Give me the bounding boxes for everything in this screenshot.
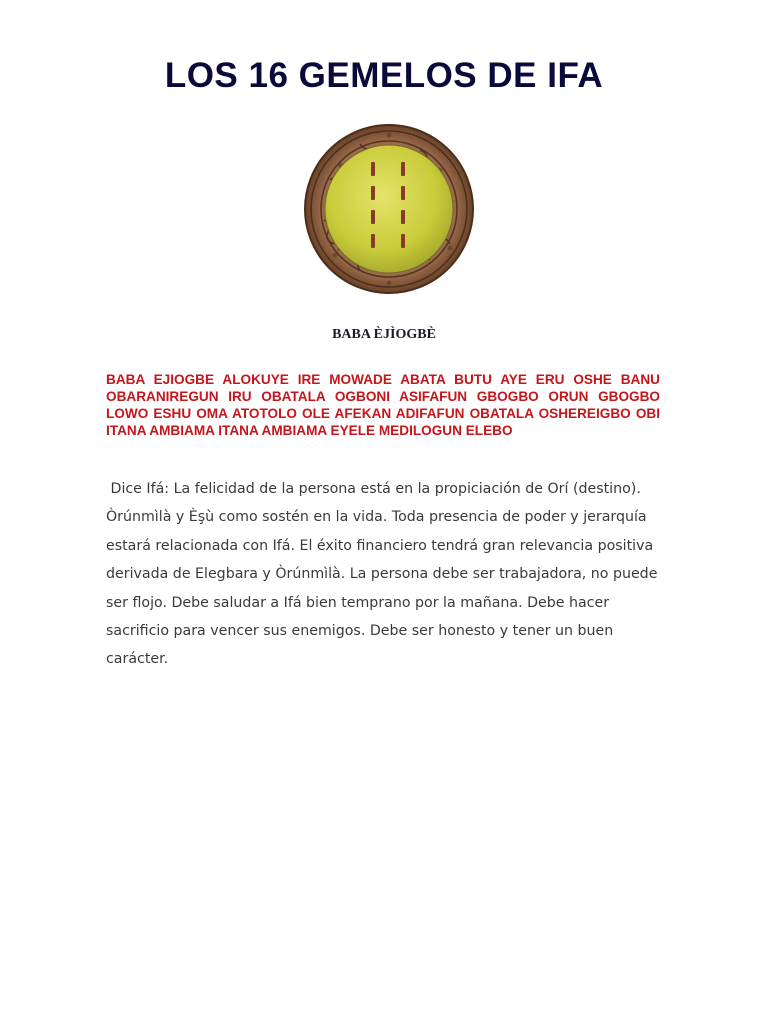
page-title: LOS 16 GEMELOS DE IFA bbox=[164, 56, 604, 95]
ifa-tray-image bbox=[300, 120, 478, 298]
sign-title: BABA ÈJÌOGBÈ bbox=[332, 327, 436, 342]
ifa-divination-tray-icon bbox=[300, 120, 478, 298]
body-paragraph: Dice Ifá: La felicidad de la persona está en la propiciación de Orí (destino). Òrúnmìlà y Èşù como sostén en la vida. Toda presencia de poder y jerarquía estará relacionada con Ifá. El éxito financiero tendrá gran relevancia positiva derivada de Elegbara y Òrúnmìlà. La persona debe ser trabajadora, no puede ser flojo. Debe saludar a Ifá bien temprano por la mañana. Debe hacer sacrificio para vencer sus enemigos. Debe ser honesto y tener un buen carácter. bbox=[106, 481, 662, 668]
incantation-text: BABA EJIOGBE ALOKUYE IRE MOWADE ABATA BUTU AYE ERU OSHE BANU OBARANIREGUN IRU OBATALA OGBONI ASIFAFUN GBOGBO ORUN GBOGBO LOWO ESHU OMA ATOTOLO OLE AFEKAN ADIFAFUN OBATALA OSHEREIGBO OBI ITANA AMBIAMA ITANA AMBIAMA EYELE MEDILOGUN ELEBO bbox=[106, 372, 660, 438]
